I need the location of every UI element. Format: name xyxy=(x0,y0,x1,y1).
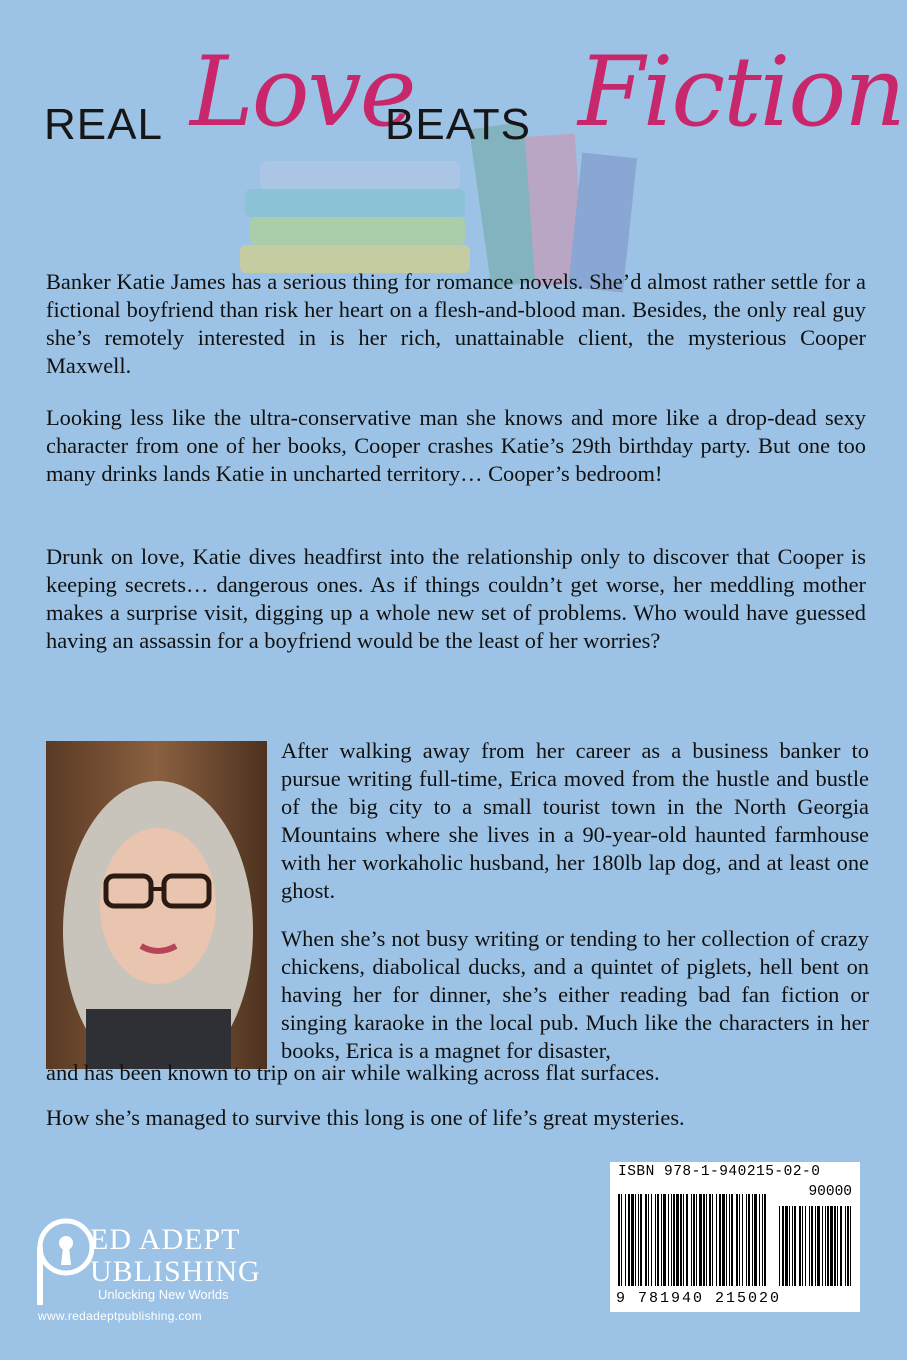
blurb-paragraph-1: Banker Katie James has a serious thing for romance novels. She’d almost rather settle for a fictional boyfriend than risk her heart on a flesh-and-blood man. Besides, the only real guy she’s remotely interested in is her rich, unattainable client, the mysterious Cooper Maxwell. xyxy=(46,269,866,378)
price-bar xyxy=(794,1206,796,1286)
barcode-bar xyxy=(752,1194,753,1286)
author-photo xyxy=(46,741,267,1069)
isbn-number: ISBN 978-1-940215-02-0 xyxy=(618,1164,821,1180)
author-bio-paragraph-1: After walking away from her career as a business banker to pursue writing full-time, Erica moved from the hustle and bustle of the big city to a small tourist town in the North Georgia Mountains where she lives in a 90-year-old haunted farmhouse with her workaholic husband, her 180lb lap dog, and at least one ghost. xyxy=(281,738,869,903)
barcode-bar xyxy=(731,1194,733,1286)
title-word-love: Love xyxy=(190,36,415,148)
barcode-bar xyxy=(638,1194,639,1286)
barcode-bar xyxy=(719,1194,721,1286)
price-bar xyxy=(805,1206,806,1286)
barcode-bar xyxy=(686,1194,688,1286)
price-bar xyxy=(792,1206,793,1286)
barcode-bar xyxy=(648,1194,649,1286)
barcode-bar xyxy=(722,1194,725,1286)
price-bar xyxy=(817,1206,820,1286)
barcode-bar xyxy=(645,1194,647,1286)
barcode-bar xyxy=(628,1194,630,1286)
barcode-bar xyxy=(696,1194,697,1286)
barcode-bar xyxy=(748,1194,750,1286)
barcode-bar xyxy=(635,1194,636,1286)
isbn-barcode xyxy=(610,1162,860,1312)
price-bar xyxy=(785,1206,788,1286)
publisher-name-line-2: UBLISHING xyxy=(90,1255,261,1288)
barcode-bar xyxy=(693,1194,695,1286)
barcode-bar xyxy=(712,1194,713,1286)
price-bar xyxy=(850,1206,851,1286)
price-bar xyxy=(802,1206,803,1286)
barcode-bar xyxy=(671,1194,672,1286)
barcode-bar xyxy=(640,1194,642,1286)
author-bio-paragraph-2: When she’s not busy writing or tending to her collection of crazy chickens, diabolical ducks, and a quintet of piglets, hell bent on having her for dinner, she’s either reading bad fan fiction or singing karaoke in the local pub. Much like the characters in her books, Erica is a magnet for disaster, xyxy=(281,926,869,1063)
barcode-bar xyxy=(736,1194,738,1286)
barcode-bar xyxy=(676,1194,679,1286)
barcode-bar xyxy=(726,1194,727,1286)
barcode-bar xyxy=(657,1194,659,1286)
title-block xyxy=(0,0,907,250)
barcode-bar xyxy=(618,1194,620,1286)
price-bar xyxy=(834,1206,836,1286)
title-word-real: REAL xyxy=(44,100,163,149)
price-bar xyxy=(799,1206,801,1286)
barcode-bar xyxy=(764,1194,766,1286)
title-word-beats: BEATS xyxy=(385,100,532,149)
barcode-bar xyxy=(742,1194,743,1286)
barcode-bar xyxy=(729,1194,730,1286)
title-word-fiction: Fiction xyxy=(578,36,904,148)
barcode-bar xyxy=(691,1194,692,1286)
price-bar xyxy=(809,1206,810,1286)
price-bar xyxy=(815,1206,816,1286)
price-bar xyxy=(782,1206,784,1286)
publisher-url: www.redadeptpublishing.com xyxy=(38,1309,202,1323)
barcode-bar xyxy=(709,1194,711,1286)
price-bar xyxy=(837,1206,838,1286)
blurb-paragraph-2: Looking less like the ultra-conservative man she knows and more like a drop-dead sexy character from one of her books, Cooper crashes Katie’s 29th birthday party. But one too many drinks lands Katie in uncharted territory… Cooper’s bedroom! xyxy=(46,405,866,486)
price-code: 90000 xyxy=(808,1184,852,1200)
barcode-bar xyxy=(699,1194,702,1286)
barcode-bar xyxy=(759,1194,760,1286)
publisher-logo xyxy=(30,1205,260,1330)
barcode-bar xyxy=(739,1194,740,1286)
barcode-bar xyxy=(655,1194,656,1286)
publisher-name-line-1: ED ADEPT xyxy=(90,1223,241,1256)
barcode-bar xyxy=(703,1194,705,1286)
price-bar xyxy=(830,1206,833,1286)
barcode-bar xyxy=(680,1194,682,1286)
price-bar xyxy=(827,1206,829,1286)
price-bar xyxy=(811,1206,813,1286)
barcode-bars xyxy=(616,1182,854,1290)
ean-number: 9 781940 215020 xyxy=(616,1290,782,1307)
barcode-bar xyxy=(668,1194,669,1286)
barcode-bar xyxy=(661,1194,662,1286)
price-bar xyxy=(847,1206,849,1286)
barcode-bar xyxy=(716,1194,717,1286)
barcode-bar xyxy=(754,1194,757,1286)
barcode-bar xyxy=(651,1194,652,1286)
blurb-paragraph-3: Drunk on love, Katie dives headfirst into the relationship only to discover that Cooper is keeping secrets… dangerous ones. As if things couldn’t get worse, her meddling mother makes a surprise visit, digging up a whole new set of problems. Who would have guessed having an assassin for a boyfriend would be the least of her worries? xyxy=(46,544,866,653)
barcode-bar xyxy=(706,1194,707,1286)
barcode-bar xyxy=(631,1194,634,1286)
barcode-bar xyxy=(621,1194,622,1286)
barcode-bar xyxy=(663,1194,666,1286)
price-bar xyxy=(825,1206,826,1286)
price-bar xyxy=(789,1206,790,1286)
publisher-tagline: Unlocking New Worlds xyxy=(98,1287,229,1302)
price-bar xyxy=(840,1206,842,1286)
barcode-bar xyxy=(746,1194,747,1286)
barcode-bar xyxy=(673,1194,675,1286)
author-bio-closing: How she’s managed to survive this long is one of life’s great mysteries. xyxy=(46,1105,685,1130)
price-bar xyxy=(822,1206,823,1286)
author-bio-paragraph-2-tail: and has been known to trip on air while walking across flat surfaces. xyxy=(46,1060,660,1085)
barcode-bar xyxy=(625,1194,626,1286)
price-bar xyxy=(779,1206,780,1286)
price-bar xyxy=(845,1206,846,1286)
barcode-bar xyxy=(762,1194,763,1286)
keyhole-icon xyxy=(30,1213,94,1309)
barcode-bar xyxy=(683,1194,684,1286)
